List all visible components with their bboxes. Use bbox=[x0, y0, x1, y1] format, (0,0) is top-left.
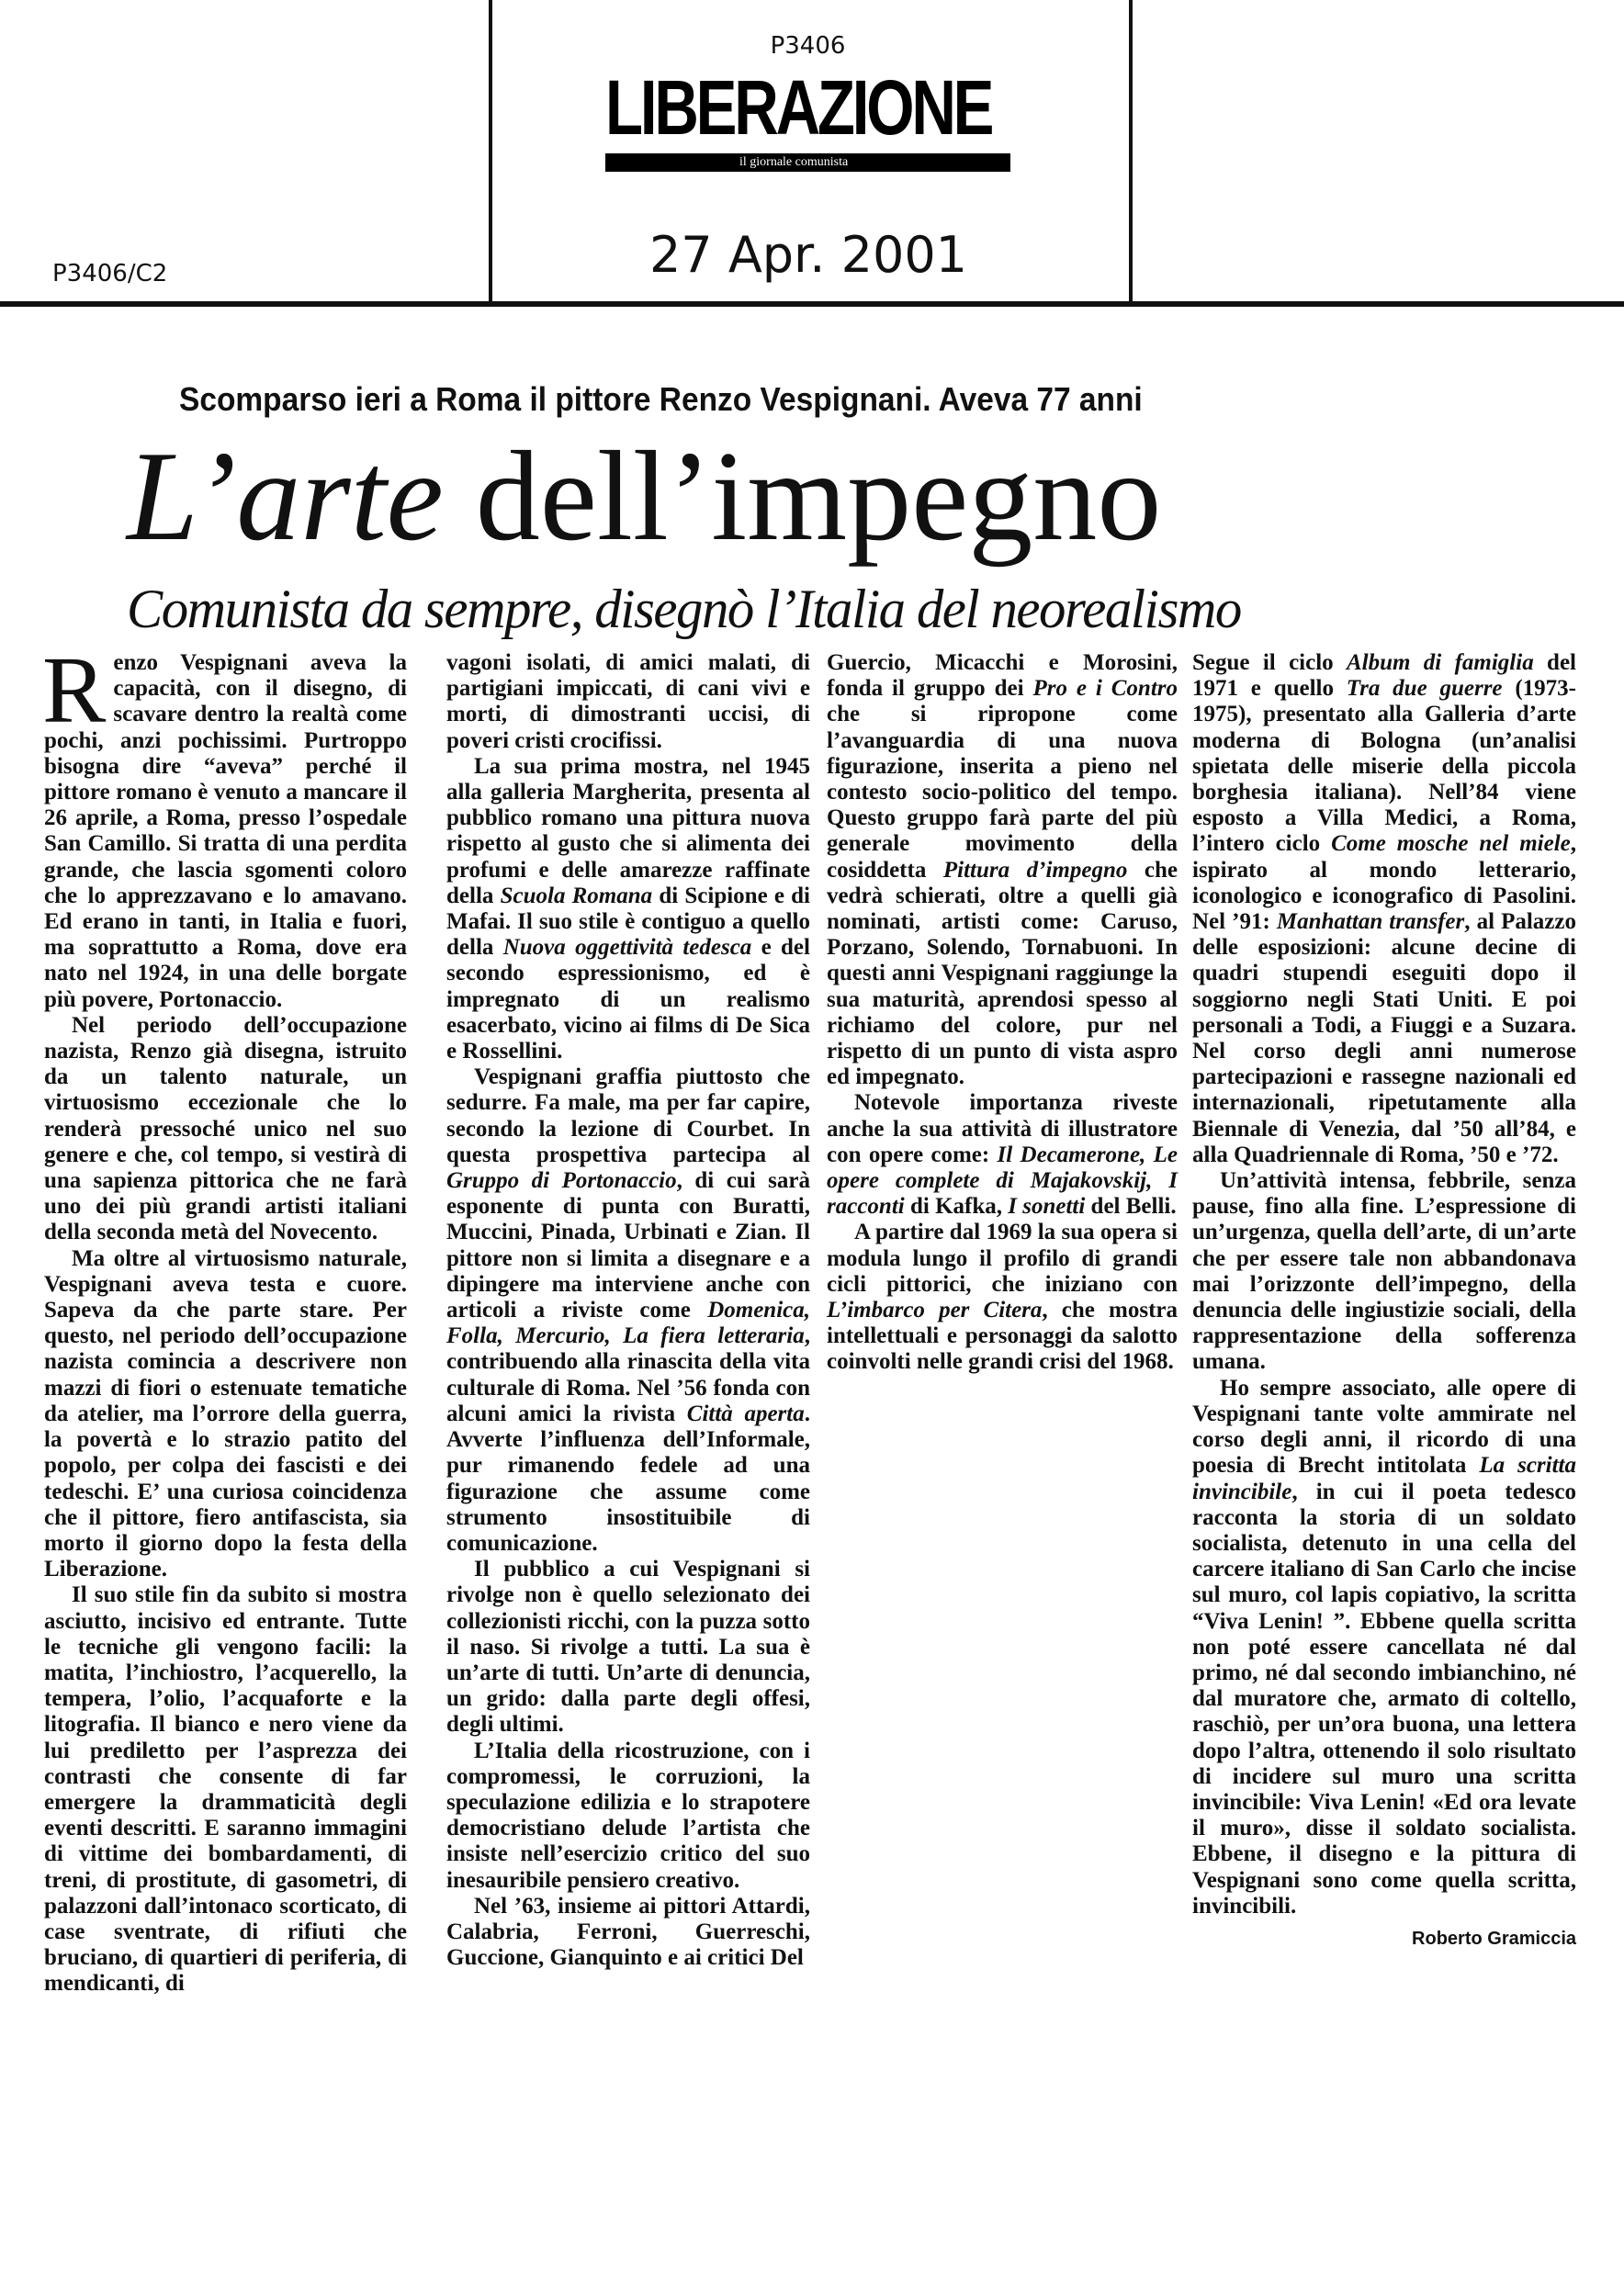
logo-tagline: il giornale comunista bbox=[605, 153, 1010, 172]
italic-title-text: Scuola Romana bbox=[500, 883, 653, 908]
paragraph-text: Vespignani graffia piuttosto che sedurre. Fa male, ma per far capire, secondo la lezione di Courbet. In questa prospettiva partecipa al bbox=[446, 1064, 810, 1167]
article-column-2 bbox=[446, 650, 810, 1971]
paragraph-text: Il pubblico a cui Vespignani si rivolge non è quello selezionato dei collezionisti ricchi, con la puzza sotto il naso. Si rivolge a tutti. La sua è un’arte di tutti. Un’arte di denuncia, un grido: dalla parte degli offesi, degli ultimi. bbox=[446, 1557, 810, 1738]
paragraph-text: Ma oltre al virtuosismo naturale, Vespignani aveva testa e cuore. Sapeva da che parte stare. Per questo, nel periodo dell’occupazione nazista comincia a descrivere non mazzi di fiori o estenuate tematiche da atelier, ma l’orrore della guerra, la povertà e lo strazio patito del popolo, per colpa dei fascisti e dei tedeschi. E’ una curiosa coincidenza che il pittore, fiero antifascista, sia morto il giorno dopo la festa della Liberazione. bbox=[44, 1245, 407, 1582]
paragraph bbox=[446, 1557, 810, 1738]
italic-title-text: Città aperta bbox=[686, 1401, 805, 1426]
paragraph-text: A partire dal 1969 la sua opera si modula lungo il profilo di grandi cicli pittorici, che iniziano con bbox=[827, 1220, 1178, 1297]
paragraph-text: di Kafka, bbox=[904, 1194, 1009, 1220]
paragraph-text: Segue il ciclo bbox=[1192, 650, 1347, 675]
publication-date: 27 Apr. 2001 bbox=[648, 226, 968, 284]
paragraph-text: Nel ’63, insieme ai pittori Attardi, Calabria, Ferroni, Guerreschi, Guccione, Gianquinto e ai critici Del bbox=[446, 1893, 810, 1971]
paragraph-text: del 1971 e quello bbox=[1192, 650, 1576, 702]
italic-title-text: L’imbarco per Citera bbox=[827, 1298, 1043, 1323]
title-italic: L’arte bbox=[127, 425, 444, 568]
paragraph-text: , al Palazzo delle esposizioni: alcune decine di quadri stupendi eseguiti dopo il soggiorno negli Stati Uniti. E poi personali a Todi, a Fiuggi e a Suzara. Nel corso degli anni numerose partecipazioni e rassegne nazionali ed internazionali, ripetutamente alla Biennale di Venezia, dal ’50 all’84, e alla Quadriennale di Roma, ’50 e ’72. bbox=[1192, 909, 1576, 1167]
italic-title-text: Album di famiglia bbox=[1347, 650, 1534, 675]
archive-code: P3406 bbox=[770, 32, 846, 60]
paragraph-text: Nel periodo dell’occupazione nazista, Renzo già disegna, istruito da un talento naturale, un virtuosismo eccezionale che lo renderà pressoché unico nel suo genere e che, col tempo, si vestirà di una sapienza pittorica che ne farà uno dei più grandi artisti italiani della seconda metà del Novecento. bbox=[44, 1012, 407, 1245]
paragraph-text: La sua prima mostra, nel 1945 alla galleria Margherita, presenta al pubblico romano una pittura nuova rispetto al gusto che si alimenta dei profumi e delle amarezze raffinate della bbox=[446, 753, 810, 908]
italic-title-text: Gruppo di Portonaccio bbox=[446, 1168, 677, 1194]
paragraph-text: Notevole importanza riveste anche la sua attività di illustratore con opere come: bbox=[827, 1090, 1178, 1167]
title-rest: dell’impegno bbox=[443, 425, 1162, 568]
logo-wordmark: LIBERAZIONE bbox=[605, 64, 992, 151]
header-divider-left bbox=[489, 0, 492, 304]
italic-title-text: La scritta invincibile bbox=[1192, 1453, 1576, 1504]
paragraph bbox=[827, 650, 1178, 1090]
italic-title-text: Tra due guerre bbox=[1346, 676, 1503, 702]
paragraph bbox=[1192, 1376, 1576, 1919]
paragraph bbox=[827, 1090, 1178, 1220]
drop-cap: R bbox=[42, 637, 107, 743]
paragraph bbox=[44, 1246, 407, 1583]
italic-title-text: Nuova oggettività tedesca bbox=[502, 935, 752, 961]
paragraph bbox=[1192, 1168, 1576, 1376]
article-column-1 bbox=[42, 637, 407, 1998]
paragraph-text: , che mostra intellettuali e personaggi da salotto coinvolti nelle grandi crisi del 1968. bbox=[827, 1298, 1179, 1375]
paragraph-text: che vedrà schierati, oltre a quelli già nominati, artisti come: Caruso, Porzano, Solendo, Tornabuoni. In questi anni Vespignani raggiunge la sua maturità, aprendosi spesso al richiamo del colore, pur nel rispetto di un punto di vista aspro ed impegnato. bbox=[827, 857, 1178, 1090]
italic-title-text: I sonetti bbox=[1008, 1194, 1086, 1220]
paragraph bbox=[1192, 650, 1576, 1168]
newspaper-logo bbox=[605, 63, 1010, 174]
italic-title-text: Pittura d’impegno bbox=[942, 857, 1128, 883]
article-column-4 bbox=[1192, 650, 1576, 1951]
article-column-3 bbox=[827, 650, 1178, 1376]
paragraph bbox=[446, 1894, 810, 1972]
article-kicker: Scomparso ieri a Roma il pittore Renzo Vespignani. Aveva 77 anni bbox=[179, 380, 1143, 418]
italic-title-text: Il Decamerone, Le opere complete di Majakovskij, I racconti bbox=[827, 1142, 1178, 1220]
paragraph-text: del Belli. bbox=[1085, 1194, 1177, 1220]
paragraph-text: enzo Vespignani aveva la capacità, con il disegno, di scavare dentro la realtà come pochi, anzi pochissimi. Purtroppo bisogna dire “aveva” perché il pittore romano è venuto a mancare il 26 aprile, a Roma, presso l’ospedale San Camillo. Si tratta di una perdita grande, che lascia sgomenti coloro che lo apprezzavano e lo amavano. Ed erano in tanti, in Italia e fuori, ma soprattutto a Roma, dove era nato nel 1924, in una delle borgate più povere, Portonaccio. bbox=[44, 650, 407, 1012]
italic-title-text: Come mosche nel miele bbox=[1331, 831, 1571, 857]
paragraph-text: (1973-1975), presentato alla Galleria d’arte moderna di Bologna (un’analisi spietata delle miserie della piccola borghesia italiana). Nell’84 viene esposto a Villa Medici, a Roma, l’intero ciclo bbox=[1192, 676, 1576, 857]
italic-title-text: Domenica, Folla, Mercurio, La fiera letteraria bbox=[446, 1298, 810, 1349]
paragraph bbox=[44, 1013, 407, 1246]
article-title bbox=[127, 422, 1161, 571]
paragraph bbox=[827, 1220, 1178, 1375]
header-divider-right bbox=[1129, 0, 1133, 304]
paragraph-text: che si ripropone come l’avanguardia di una nuova figurazione, inserita a pieno nel contesto socio-politico del tempo. Questo gruppo farà parte del più generale movimento della cosiddetta bbox=[827, 702, 1178, 883]
paragraph-text: Un’attività intensa, febbrile, senza pause, fino alla fine. L’espressione di un’urgenza, quella dell’arte, di un’arte che per essere tale non abbandonava mai l’orizzonte dell’impegno, della denuncia delle ingiustizie sociali, della rappresentazione della sofferenza umana. bbox=[1192, 1168, 1576, 1375]
article-subtitle: Comunista da sempre, disegnò l’Italia del neorealismo bbox=[127, 579, 1241, 639]
paragraph-text: , contribuendo alla rinascita della vita culturale di Roma. Nel ’56 fonda con alcuni amici la rivista bbox=[446, 1323, 810, 1426]
paragraph-text: Guercio, Micacchi e Morosini, fonda il gruppo dei bbox=[827, 650, 1178, 702]
article-byline: Roberto Gramiccia bbox=[1412, 1928, 1576, 1949]
paragraph-text: , in cui il poeta tedesco racconta la storia di un soldato socialista, detenuto in una cella del carcere italiano di San Carlo che incise sul muro, col lapis copiativo, la scritta “Viva Lenin! ”. Ebbene quella scritta non poté essere cancellata né dal primo, né dal secondo imbianchino, né dal muratore che, armato di coltello, raschiò, per un’ora buona, una lettera dopo l’altra, ottenendo il solo risultato di incidere sul muro una scritta invincibile: Viva Lenin! «Ed ora levate il muro», disse il soldato socialista. Ebbene, il disegno e la pittura di Vespignani sono come quella scritta, invincibili. bbox=[1192, 1479, 1576, 1919]
paragraph bbox=[42, 637, 407, 1013]
clipping-code: P3406/C2 bbox=[52, 260, 168, 287]
paragraph bbox=[446, 754, 810, 1064]
paragraph bbox=[446, 1064, 810, 1557]
italic-title-text: Pro e i Contro bbox=[1032, 676, 1179, 702]
paragraph-text: , ispirato al mondo letterario, iconologico e iconografico di Pasolini. Nel ’91: bbox=[1192, 831, 1576, 935]
paragraph-text: e del secondo espressionismo, ed è impregnato di un realismo esacerbato, vicino ai films di De Sica e Rossellini. bbox=[446, 935, 810, 1064]
paragraph-text: di Scipione e di Mafai. Il suo stile è contiguo a quello della bbox=[446, 883, 810, 961]
paragraph bbox=[446, 1739, 810, 1894]
paragraph-text: L’Italia della ricostruzione, con i compromessi, le corruzioni, la speculazione edilizia e lo strapotere democristiano delude l’artista che insiste nell’esercizio critico del suo inesauribile pensiero creativo. bbox=[446, 1738, 810, 1893]
paragraph bbox=[44, 1582, 407, 1997]
paragraph bbox=[446, 650, 810, 754]
paragraph-text: vagoni isolati, di amici malati, di partigiani impiccati, di cani vivi e morti, di dimostranti uccisi, di poveri cristi crocifissi. bbox=[446, 650, 810, 753]
paragraph-text: Ho sempre associato, alle opere di Vespignani tante volte ammirate nel corso degli anni, il ricordo di una poesia di Brecht intitolata bbox=[1192, 1375, 1576, 1479]
paragraph-text: , di cui sarà esponente di punta con Buratti, Muccini, Pinada, Urbinati e Zian. Il pittore non si limita a disegnare e a dipingere ma interviene anche con articoli a riviste come bbox=[446, 1168, 810, 1323]
italic-title-text: Manhattan transfer bbox=[1276, 909, 1465, 935]
header-rule bbox=[0, 301, 1624, 307]
paragraph-text: Il suo stile fin da subito si mostra asciutto, incisivo ed entrante. Tutte le tecniche gli vengono facili: la matita, l’inchiostro, l’acquerello, la tempera, l’olio, l’acquaforte e la litografia. Il bianco e nero viene da lui prediletto per l’asprezza dei contrasti che consente di far emergere la drammaticità degli eventi descritti. E saranno immagini di vittime dei bombardamenti, di treni, di prostitute, di gasometri, di palazzoni dall’intonaco scorticato, di case sventrate, di rifiuti che bruciano, di quartieri di periferia, di mendicanti, di bbox=[44, 1582, 407, 1997]
paragraph-text: . Avverte l’influenza dell’Informale, pur rimanendo fedele ad una figurazione che assume come strumento insostituibile di comunicazione. bbox=[446, 1401, 810, 1556]
